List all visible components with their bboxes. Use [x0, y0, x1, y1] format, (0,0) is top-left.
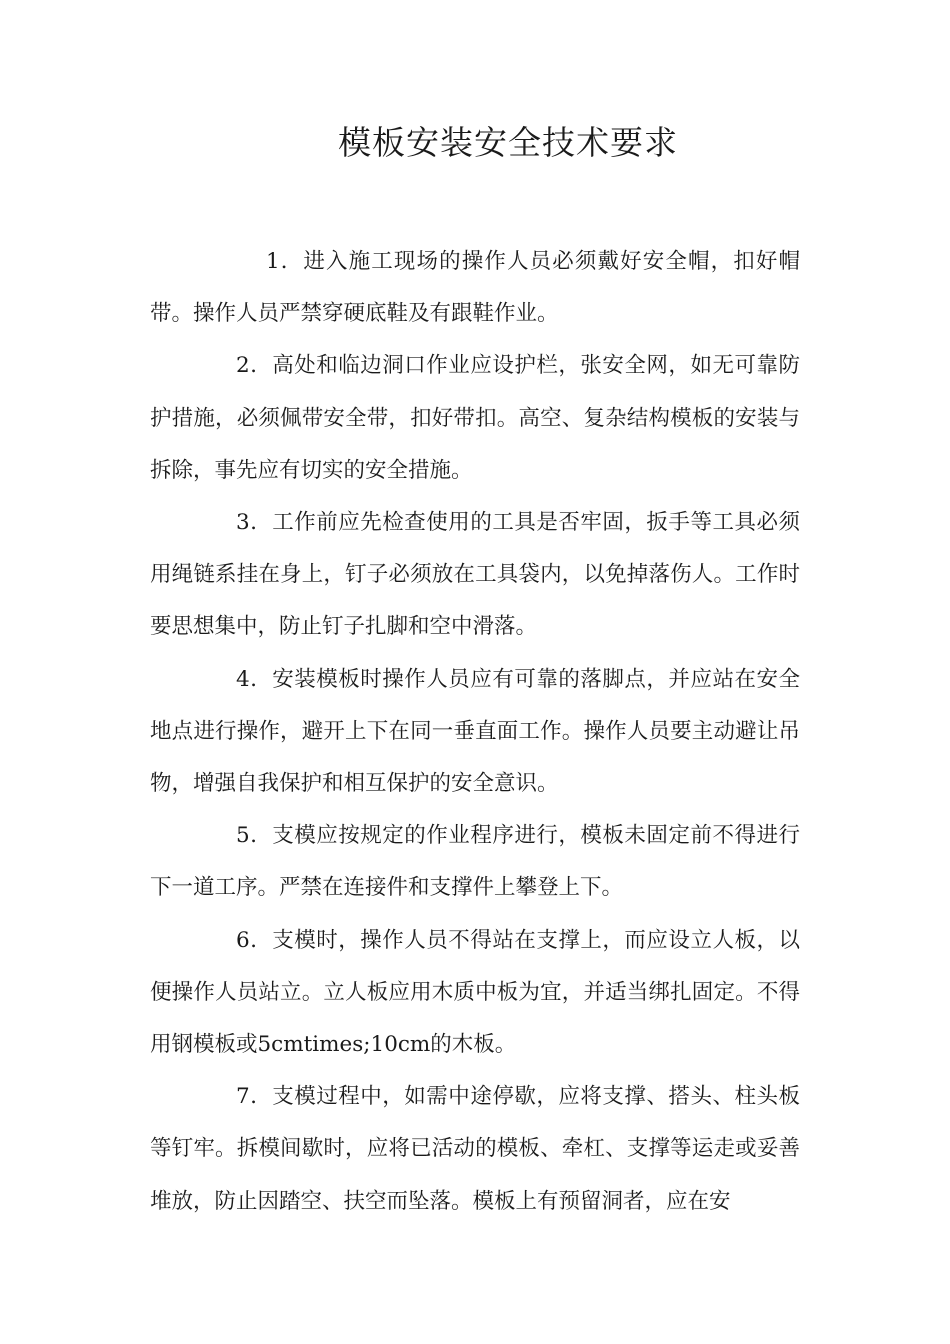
document-body	[150, 236, 800, 1228]
paragraph-2: 2．高处和临边洞口作业应设护栏，张安全网，如无可靠防护措施，必须佩带安全带，扣好带扣。高空、复杂结构模板的安装与拆除，事先应有切实的安全措施。	[150, 353, 800, 483]
paragraph-7: 7．支模过程中，如需中途停歇，应将支撑、搭头、柱头板等钉牢。拆模间歇时，应将已活动的模板、牵杠、支撑等运走或妥善堆放，防止因踏空、扶空而坠落。模板上有预留洞者，应在安	[150, 1084, 800, 1214]
paragraph-5: 5．支模应按规定的作业程序进行，模板未固定前不得进行下一道工序。严禁在连接件和支撑件上攀登上下。	[150, 823, 800, 901]
paragraph-4: 4．安装模板时操作人员应有可靠的落脚点，并应站在安全地点进行操作，避开上下在同一垂直面工作。操作人员要主动避让吊物，增强自我保护和相互保护的安全意识。	[150, 666, 800, 797]
paragraph-1: 1．进入施工现场的操作人员必须戴好安全帽，扣好帽带。操作人员严禁穿硬底鞋及有跟鞋作业。	[150, 249, 800, 327]
page-title: 模板安装安全技术要求	[338, 123, 678, 162]
paragraph-3: 3．工作前应先检查使用的工具是否牢固，扳手等工具必须用绳链系挂在身上，钉子必须放在工具袋内，以免掉落伤人。工作时要思想集中，防止钉子扎脚和空中滑落。	[150, 510, 800, 640]
paragraph-6: 6．支模时，操作人员不得站在支撑上，而应设立人板，以便操作人员站立。立人板应用木质中板为宜，并适当绑扎固定。不得用钢模板或5cmtimes;10cm的木板。	[150, 927, 800, 1058]
